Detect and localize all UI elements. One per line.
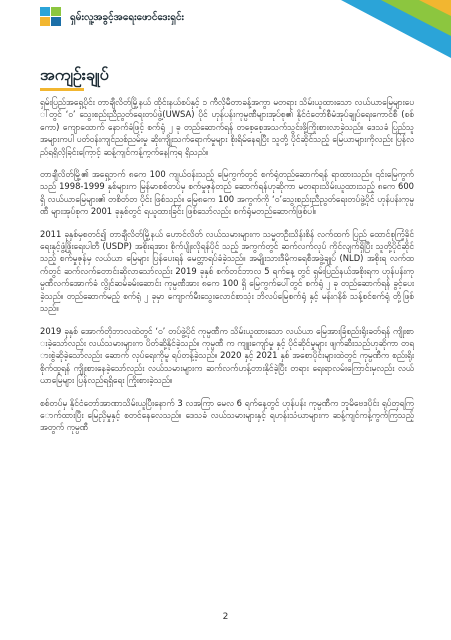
paragraph-2: တာချီလိတ်မြို့၏ အရှေ့ဘက် ၈ကေ 100 ကျယ်ဝန်းသည့် မြေကွက်တွင် စက်ရုံတည်ဆောက်ရန် ရာထားသည်။ ၎င်းမြေကွက်သည် 1998-1999 နှစ်များက မြန်မာစစ်တပ်မှ စက်မှုဇုန်တည် ဆောက်ရန်ဟုဆိုကာ မတရားသိမ်းယူထားသည့် ၈ကေ 600 ရှိ လယ်ယာမြေများ၏ တစိတ်တ ပိုင်း ဖြစ်သည်။ မြေ၈ကေ 100 အကွက်ကို ‘ဝ’သွေးစည်းညီညွတ်ရေးတပ်ဖွဲ့ပိုင် ဟုန်ပန်းကုမ္ပဏီ များအုပ်စုက 2001 ခုနှစ်တွင် ရယူထားခြင်း ဖြစ်သော်လည်း စက်ရုံမတည်ဆောက်ဖြစ်ပါ။: [40, 169, 414, 217]
paragraph-4: 2019 ခုနှစ် အောက်တိုဘာလထဲတွင် ‘ဝ’ တပ်ဖွဲ့ပိုင် ကုမ္ပဏီက သိမ်းယူထားသော လယ်ယာ မြေအားခြံစည်းရိုးခတ်ရန် ကျိုးစားခဲ့သော်လည်း လယ်သမားများက ပိတ်ဆို့နိုင်ခဲ့သည်။ ကုမ္ပဏီ က ကျူးကျော်မှု နှင့် ပိုင်ဆိုင်မှုများ ဖျက်ဆီးသည်ဟုဆိုကာ တရားစွဲဆိုခဲ့သော်လည်း ဆောက် လုပ်ရေးကိုမူ ရပ်တန့်ခဲ့သည်။ 2020 နှင့် 2021 နှစ် အစောပိုင်းများထဲတွင် ကုမ္ပဏီက စည်းရိုး စိုက်ထူရန် ကျိုးစားနေခဲ့သော်လည်း လယ်သမားများက ဆက်လက်ဟန့်တားနိုင်ခဲ့ပြီး တရား ရေးရာလမ်းကြောင်းမှလည်း လယ်ယာမြေများ ပြန်လည်ရရှိရေး ကြိုးစားခဲ့သည်။: [40, 325, 414, 386]
heading-underline: [40, 88, 84, 91]
paragraph-3: 2011 ခုနှစ်မှစတင်၍ တာချီလိတ်မြို့နယ် ဟောင်လိတ် လယ်သမားများက သမ္မတဦးသိန်းစိန် လက်ထက် ပြည် ထောင်စုကြံ့ခိုင်ရေးနှင့်ဖွံ့ဖြိုးရေးပါတီ (USDP) အစိုးရအား စိုက်ပျိုးလိုရန်ပိုင် သည့် အကွက်တွင် ဆက်လက်လုပ် ကိုင်လျက်ရှိပြီး သူတို့ပိုင်ဆိုင်သည့် စက်မှုဇုန်မှ လယ်ယာ မြေများ ပြန်ပေးရန် မေတ္တာရပ်ခံခဲ့သည်။ အမျိုးသားဒီမိုကရေစီအဖွဲ့ချုပ် (NLD) အစိုးရ လက်ထက်တွင် ဆက်လက်တောင်းဆိုလာသော်လည်း 2019 ခုနှစ် စက်တင်ဘာလ 5 ရက်နေ့ တွင် ရှမ်းပြည်နယ်အစိုးရက ဟုန်ပန်းကုမ္ပဏီလက်အောက်ခံ လွိုင်ဆမ်ခမ်းဆောင်း ကုမ္ပဏီအား ၈ကေ 100 ရှိ မြေကွက်ပေါ်တွင် စက်ရုံ ၂ ခု တည်ဆောက်ရန် ခွင့်ပေးခဲ့သည်။ တည်ဆောက်မည့် စက်ရုံ ၂ ခုမှာ ကျောက်မီးသွေးလောင်စာသုံး ဘိလပ်မြေစက်ရုံ နှင့် မန်းဂနိစ် သန့်စင်စက်ရုံ တို့ဖြစ်သည်။: [40, 228, 414, 314]
paragraph-5: စစ်တပ်မှ နိုင်ငံတော်အာဏာသိမ်းယူပြီးနောက် 3 လအကြာ မေလ 6 ရက်နေ့တွင် ဟုန်ပန်း ကုမ္ပဏီက ဘူမိဗေဒပိုင်း ရုပ်တုရကြောက်ထားပြီး မြေညှိမှုနှင့် စတင်နေလေသည်။ ဒေသခံ လယ်သမားများနှင့် ရဟန်းသံဃာများက ဆန့်ကျင်ကန့်ကွက်ကြသည့်အတွက် ကုမ္ပဏီ: [40, 397, 414, 433]
section-heading: အကျဉ်းချုပ်: [40, 65, 109, 84]
page-number: 2: [222, 612, 229, 622]
paragraph-1: ရှမ်းပြည်အရှေ့ပိုင်း တာချီလိတ်မြို့နယ် ထိုင်းနယ်စပ်နှင့် ၁ ကီလိုမီတာခန့်အကွာ မတရား သိမ်းယူထားသော လယ်ယာမြေများပေါ်တွင် ‘ဝ’ သွေးစည်းညီညွတ်ရေးတပ်ဖွဲ့(UWSA) ပိုင် ဟုန်ပန်းကုမ္ပဏီများအုပ်စု၏ နိုင်ငံတော်စီမံအုပ်ချုပ်ရေးကောင်စီ (စစ်ကော) ကျောထောက် နောက်ခံဖြင့် စက်ရုံ ၂ ခု တည်ဆောက်ရန် တစေ့စေ့အသက်သွင်းဖို့ကြိုးစားလာခဲ့သည်။ ဒေသခံ ပြည်သူအများကပါ ပတ်ဝန်းကျင်ညစ်ညမ်းမှု ဆိုးကျိုးသက်ရောက်မှုများ စိုးရိမ်နေရပြီး သူတို့ ပိုင်ဆိုင်သည့် မြေယာများကိုလည်း ပြန်လည်ရရှိလိုခြင်းကြောင့် ဆန့်ကျင်ကန့်ကွက်နေကြရ ရှိသည်။: [40, 97, 414, 157]
corner-decoration: [341, 0, 451, 58]
header-title: ရှမ်းလူ့အခွင့်အရေးဖောင်ဒေးရှင်း: [70, 12, 185, 23]
body-text: [40, 96, 414, 444]
foundation-logo-icon: [40, 7, 62, 27]
